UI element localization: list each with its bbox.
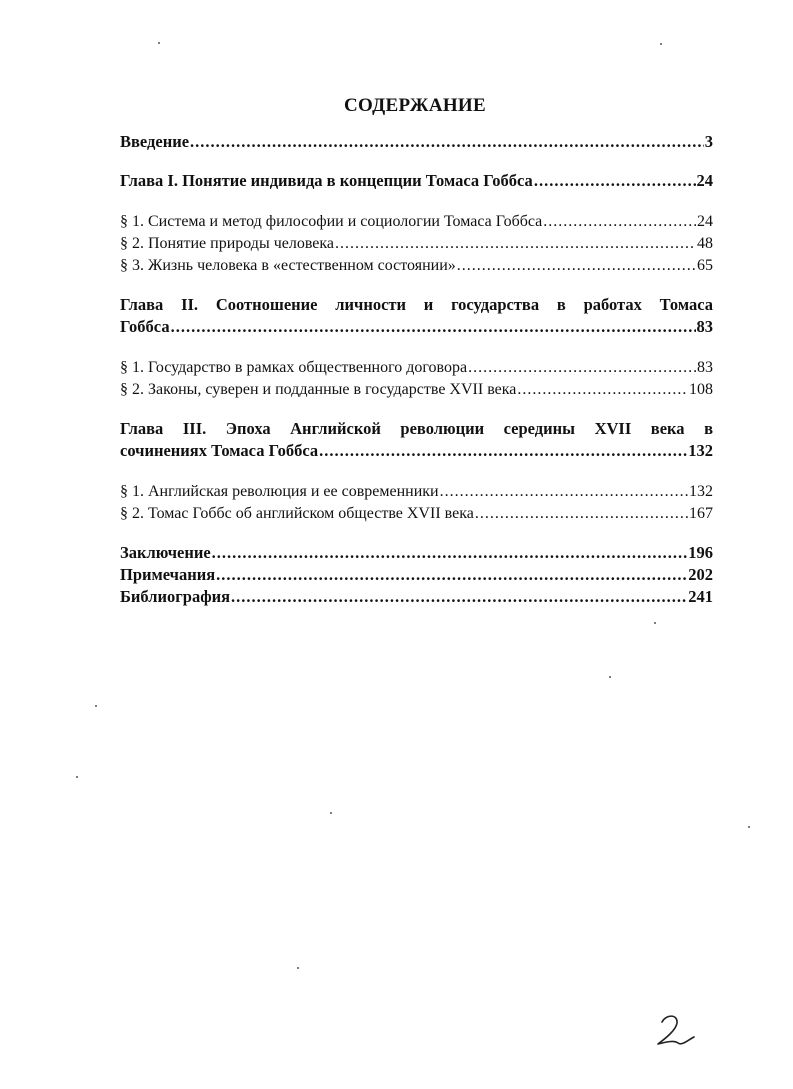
toc-entry-page: 196 [688, 543, 713, 562]
scan-speck [654, 622, 656, 624]
dot-leader [231, 586, 687, 608]
chapter-page: 83 [696, 317, 713, 336]
section-label: § 2. Законы, суверен и подданные в государстве XVII века [120, 381, 517, 398]
dot-leader [543, 211, 696, 233]
chapter-heading: Гоббса [120, 317, 170, 336]
dot-leader [216, 564, 687, 586]
chapter-heading: Глава I. Понятие индивида в концепции Томаса Гоббса [120, 171, 533, 190]
toc-section [120, 211, 713, 233]
toc-entry-label: Примечания [120, 565, 216, 584]
scan-speck [330, 812, 332, 814]
scan-speck [660, 43, 662, 45]
dot-leader [171, 316, 696, 338]
scan-speck [748, 826, 750, 828]
table-of-contents [120, 131, 713, 608]
section-page: 83 [697, 359, 713, 376]
toc-chapter-3 [120, 440, 713, 462]
page-title: СОДЕРЖАНИЕ [344, 95, 486, 116]
dot-leader [212, 542, 688, 564]
toc-entry-page: 3 [704, 132, 713, 151]
section-label: § 2. Томас Гоббс об английском обществе XVII века [120, 505, 474, 522]
section-page: 108 [689, 381, 713, 398]
section-page: 24 [697, 213, 713, 230]
toc-section [120, 503, 713, 525]
dot-leader [319, 440, 687, 462]
scan-speck [76, 776, 78, 778]
dot-leader [534, 170, 696, 192]
toc-entry-page: 202 [688, 565, 713, 584]
dot-leader [517, 379, 688, 401]
toc-section [120, 233, 713, 255]
toc-chapter-2 [120, 316, 713, 338]
chapter-page: 24 [696, 171, 713, 190]
toc-entry-label: Библиография [120, 587, 231, 606]
scan-speck [158, 42, 160, 44]
chapter-page: 132 [688, 441, 713, 460]
toc-section [120, 481, 713, 503]
dot-leader [440, 481, 688, 503]
dot-leader [475, 503, 688, 525]
dot-leader [457, 255, 696, 277]
dot-leader [190, 131, 704, 153]
dot-leader [468, 357, 696, 379]
section-label: § 1. Государство в рамках общественного договора [120, 359, 468, 376]
toc-entry-label: Введение [120, 132, 190, 151]
toc-chapter-1 [120, 170, 713, 192]
toc-entry-conclusion [120, 542, 713, 564]
dot-leader [335, 233, 696, 255]
chapter-heading-line: Глава III. Эпоха Английской революции середины XVII века в [120, 419, 713, 438]
section-page: 65 [697, 257, 713, 274]
section-page: 132 [689, 483, 713, 500]
toc-entry-intro [120, 131, 713, 153]
toc-section [120, 255, 713, 277]
section-page: 167 [689, 505, 713, 522]
section-page: 48 [697, 235, 713, 252]
scan-speck [609, 676, 611, 678]
handwritten-page-number [648, 1010, 698, 1050]
chapter-heading-line: Глава II. Соотношение личности и государства в работах Томаса [120, 295, 713, 314]
toc-entry-page: 241 [688, 587, 713, 606]
toc-section [120, 379, 713, 401]
section-label: § 1. Система и метод философии и социологии Томаса Гоббса [120, 213, 543, 230]
toc-entry-label: Заключение [120, 543, 211, 562]
section-label: § 3. Жизнь человека в «естественном состоянии» [120, 257, 456, 274]
section-label: § 2. Понятие природы человека [120, 235, 335, 252]
section-label: § 1. Английская революция и ее современники [120, 483, 439, 500]
scan-speck [297, 967, 299, 969]
toc-section [120, 357, 713, 379]
chapter-heading: сочинениях Томаса Гоббса [120, 441, 319, 460]
toc-entry-notes [120, 564, 713, 586]
scan-speck [95, 705, 97, 707]
toc-entry-bibliography [120, 586, 713, 608]
